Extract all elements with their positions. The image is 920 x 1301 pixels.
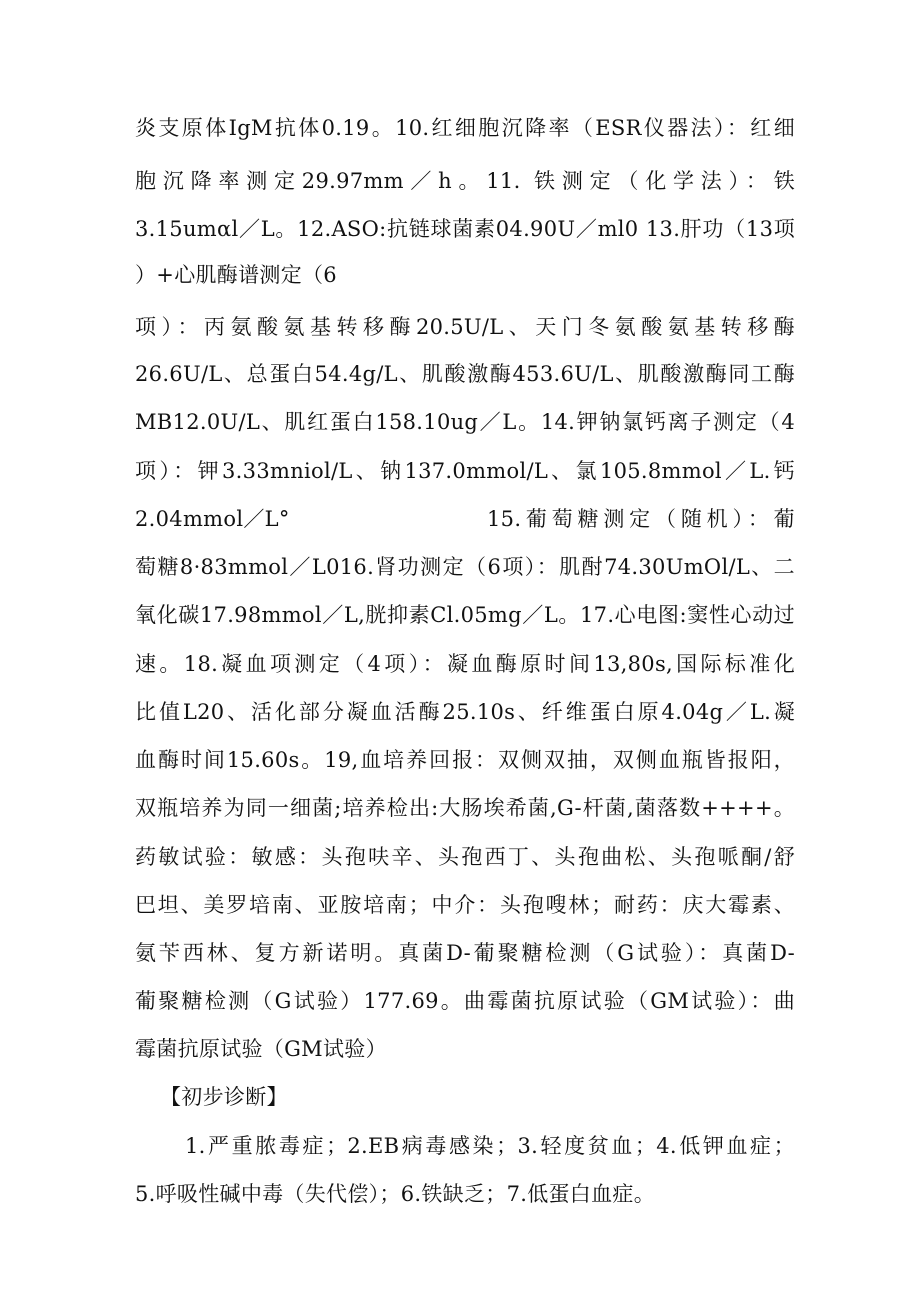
text-line-10: 萄糖8·83mmol／L016.肾功测定（6项）：肌酎74.30UmOl/L、二 — [135, 555, 795, 579]
text-line-13: 比值L20、活化部分凝血活酶25.10s、纤维蛋白原4.04g／L.凝 — [135, 700, 795, 724]
text-line-14: 血酶时间15.60s。19,血培养回报：双侧双抽，双侧血瓶皆报阳， — [135, 748, 795, 772]
text-line-18: 氨苄西林、复方新诺明。真菌D-葡聚糖检测（G试验）：真菌D- — [135, 941, 795, 965]
text-line-3: 3.15umαl／L。12.ASO:抗链球菌素04.90U／ml0 13.肝功（13项 — [135, 217, 795, 241]
text-line-12: 速。18.凝血项测定（4项）：凝血酶原时间13,80s,国际标准化 — [135, 652, 795, 676]
text-line-4: ）+心肌酶谱测定（6 — [135, 263, 337, 287]
text-line-1: 炎支原体IgM抗体0.19。10.红细胞沉降率（ESR仪器法）：红细 — [135, 116, 795, 140]
text-line-7: MB12.0U/L、肌红蛋白158.10ug／L。14.钾钠氯钙离子测定（4 — [135, 410, 795, 434]
text-line-11: 氧化碳17.98mmol／L,胱抑素Cl.05mg／L。17.心电图:窦性心动过 — [135, 603, 795, 627]
text-line-19: 葡聚糖检测（G试验）177.69。曲霉菌抗原试验（GM试验）：曲 — [135, 989, 795, 1013]
text-line-17: 巴坦、美罗培南、亚胺培南；中介：头孢嗖林；耐药：庆大霉素、 — [135, 893, 795, 917]
text-line-5: 项）：丙氨酸氨基转移酶20.5U/L、天门冬氨酸氨基转移酶 — [135, 315, 795, 339]
diagnosis-line-1: 1.严重脓毒症；2.EB病毒感染；3.轻度贫血；4.低钾血症； — [185, 1134, 795, 1158]
text-line-8: 项）：钾3.33mniol/L、钠137.0mmol/L、氯105.8mmol／L.钙 — [135, 459, 795, 483]
text-line-9-right: 15.葡萄糖测定（随机）：葡 — [487, 507, 795, 531]
text-line-20: 霉菌抗原试验（GM试验） — [135, 1037, 387, 1061]
diagnosis-line-2: 5.呼吸性碱中毒（失代偿）；6.铁缺乏；7.低蛋白血症。 — [135, 1182, 656, 1206]
section-heading: 【初步诊断】 — [160, 1085, 288, 1109]
text-line-9-left: 2.04mmol／L° — [135, 507, 290, 531]
text-line-2: 胞沉降率测定29.97mm／h。11. 铁测定（化学法）：铁 — [135, 169, 795, 193]
text-line-15: 双瓶培养为同一细菌;培养检出:大肠埃希菌,G-杆菌,菌落数++++。 — [135, 796, 795, 820]
text-line-16: 药敏试验：敏感：头孢呋辛、头孢西丁、头孢曲松、头孢哌酮/舒 — [135, 845, 795, 869]
text-line-6: 26.6U/L、总蛋白54.4g/L、肌酸激酶453.6U/L、肌酸激酶同工酶 — [135, 362, 795, 386]
